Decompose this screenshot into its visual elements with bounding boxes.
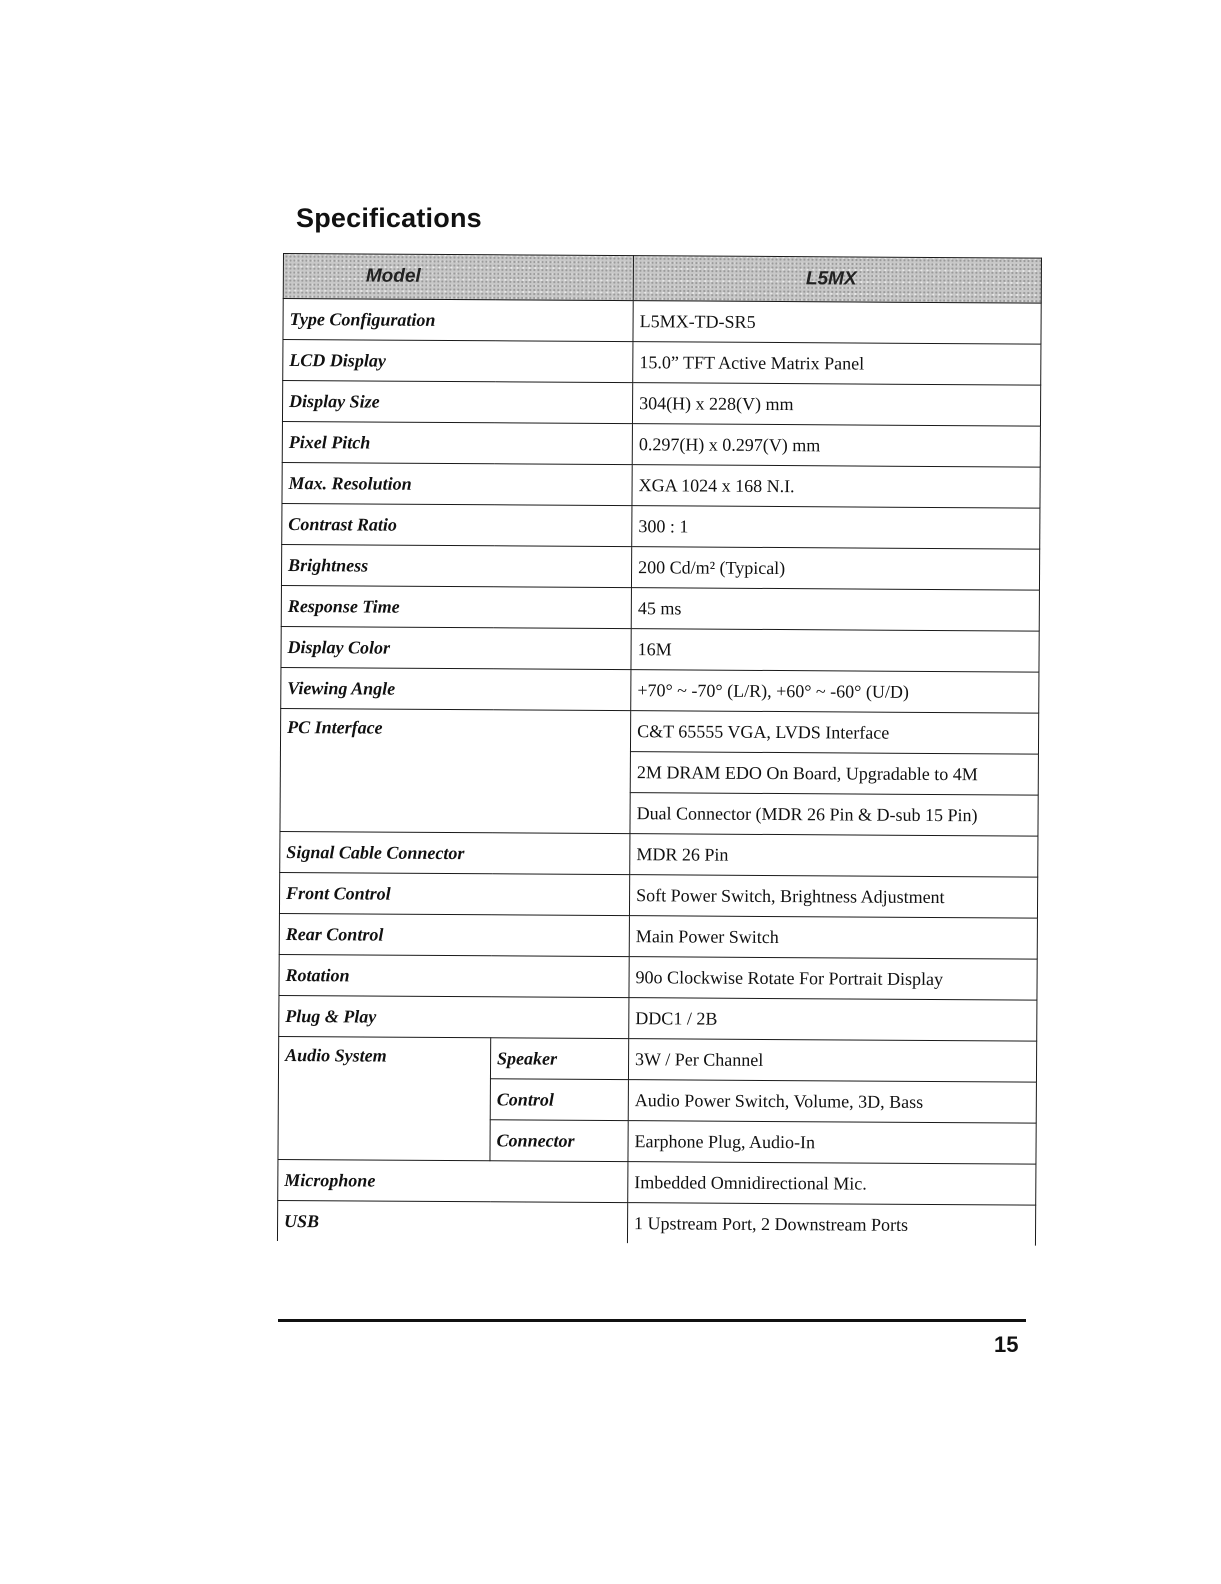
table-row	[279, 913, 1037, 959]
row-value: 15.0” TFT Active Matrix Panel	[633, 342, 1041, 385]
row-label: Microphone	[278, 1159, 628, 1202]
row-value: 1 Upstream Port, 2 Downstream Ports	[627, 1203, 1035, 1246]
table-row-pc-interface	[280, 708, 1038, 754]
row-label: Plug & Play	[279, 995, 629, 1038]
table-row	[282, 462, 1040, 508]
table-row	[281, 585, 1039, 631]
row-value: +70° ~ -70° (L/R), +60° ~ -60° (U/D)	[631, 670, 1039, 713]
row-value: 0.297(H) x 0.297(V) mm	[632, 424, 1040, 467]
row-label: Viewing Angle	[281, 667, 631, 710]
row-label: USB	[277, 1200, 627, 1243]
table-row	[283, 340, 1041, 386]
row-label: LCD Display	[283, 340, 633, 383]
row-sublabel: Control	[490, 1079, 628, 1121]
page-title: Specifications	[296, 203, 482, 233]
row-label: Signal Cable Connector	[280, 831, 630, 874]
table-row	[283, 299, 1041, 345]
row-value: 304(H) x 228(V) mm	[632, 383, 1040, 426]
table-row	[280, 831, 1038, 877]
row-value: Earphone Plug, Audio-In	[628, 1121, 1036, 1164]
row-value: 90o Clockwise Rotate For Portrait Display	[629, 957, 1037, 1000]
row-label: Display Size	[282, 381, 632, 424]
row-value: 16M	[631, 629, 1039, 672]
row-value: MDR 26 Pin	[630, 834, 1038, 877]
table-row	[279, 995, 1037, 1041]
table-row	[281, 626, 1039, 672]
row-label: Response Time	[281, 585, 631, 628]
table-row	[282, 381, 1040, 427]
row-label: Contrast Ratio	[282, 503, 632, 546]
table-row	[282, 503, 1040, 549]
row-value: XGA 1024 x 168 N.I.	[632, 465, 1040, 508]
row-label: Max. Resolution	[282, 462, 632, 505]
table-row	[279, 872, 1037, 918]
row-value: 200 Cd/m² (Typical)	[631, 547, 1039, 590]
table-row	[278, 1159, 1036, 1205]
header-model: Model	[283, 254, 633, 301]
row-value: Main Power Switch	[629, 916, 1037, 959]
specifications-table	[277, 253, 1042, 1246]
row-sublabel: Speaker	[490, 1038, 628, 1080]
row-value: C&T 65555 VGA, LVDS Interface	[630, 711, 1038, 754]
table-row	[279, 954, 1037, 1000]
row-label: Rear Control	[279, 913, 629, 956]
row-sublabel: Connector	[490, 1120, 628, 1162]
table-header-row	[283, 254, 1041, 304]
row-label: Audio System	[278, 1036, 491, 1160]
table-row	[282, 421, 1040, 467]
footer-rule	[278, 1319, 1026, 1322]
table-row	[281, 667, 1039, 713]
table-row	[281, 544, 1039, 590]
row-value: Audio Power Switch, Volume, 3D, Bass	[628, 1080, 1036, 1123]
row-label: Brightness	[281, 544, 631, 587]
row-label: Type Configuration	[283, 299, 633, 342]
table-row-audio-system	[278, 1036, 1036, 1082]
row-value: Dual Connector (MDR 26 Pin & D-sub 15 Pin)	[630, 793, 1038, 836]
row-value: 3W / Per Channel	[628, 1039, 1036, 1082]
row-label: PC Interface	[280, 708, 631, 833]
page-number: 15	[994, 1332, 1019, 1357]
row-value: 2M DRAM EDO On Board, Upgradable to 4M	[630, 752, 1038, 795]
row-value: Imbedded Omnidirectional Mic.	[628, 1162, 1036, 1205]
row-label: Rotation	[279, 954, 629, 997]
row-value: Soft Power Switch, Brightness Adjustment	[629, 875, 1037, 918]
table-row	[277, 1200, 1035, 1245]
row-value: 300 : 1	[632, 506, 1040, 549]
header-model-value: L5MX	[633, 256, 1041, 303]
row-label: Front Control	[279, 872, 629, 915]
row-value: L5MX-TD-SR5	[633, 301, 1041, 344]
row-label: Pixel Pitch	[282, 421, 632, 464]
row-value: DDC1 / 2B	[629, 998, 1037, 1041]
row-value: 45 ms	[631, 588, 1039, 631]
row-label: Display Color	[281, 626, 631, 669]
